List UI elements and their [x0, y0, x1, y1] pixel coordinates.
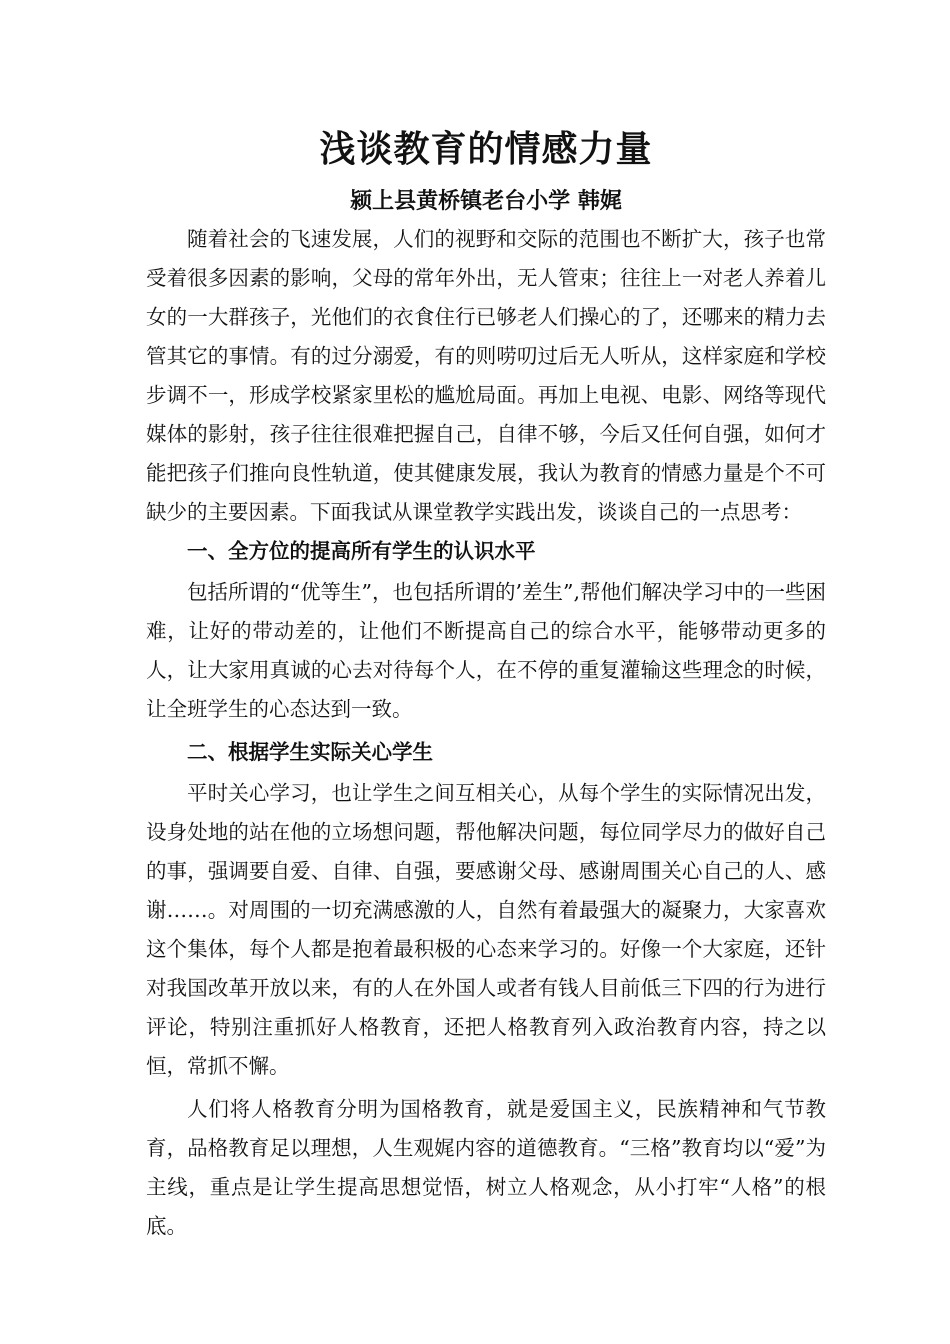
intro-paragraph: 随着社会的飞速发展，人们的视野和交际的范围也不断扩大，孩子也常受着很多因素的影响，父母的常年外出，无人管束；往往上一对老人养着儿女的一大群孩子，光他们的衣食住行已够老人们操心的了，还哪来的精力去管其它的事情。有的过分溺爱，有的则唠叨过后无人听从，这样家庭和学校步调不一，形成学校紧家里松的尴尬局面。再加上电视、电影、网络等现代媒体的影射，孩子往往很难把握自己，自律不够，今后又任何自强，如何才能把孩子们推向良性轨道，使其健康发展，我认为教育的情感力量是个不可缺少的主要因素。下面我试从课堂教学实践出发，谈谈自己的一点思考： [146, 227, 826, 524]
section-1-body: 包括所谓的“优等生”，也包括所谓的’差生”,帮他们解决学习中的一些困难，让好的带动差的，让他们不断提高自己的综合水平，能够带动更多的人，让大家用真诚的心去对待每个人，在不停的重复灌输这些理念的时候，让全班学生的心态达到一致。 [146, 580, 826, 721]
document-page [146, 122, 826, 1246]
section-2-body: 平时关心学习，也让学生之间互相关心，从每个学生的实际情况出发，设身处地的站在他的立场想问题，帮他解决问题，每位同学尽力的做好自己的事，强调要自爱、自律、自强，要感谢父母、感谢周围关心自己的人、感谢……。对周围的一切充满感激的人，自然有着最强大的凝聚力，大家喜欢这个集体，每个人都是抱着最积极的心态来学习的。好像一个大家庭，还针对我国改革开放以来，有的人在外国人或者有钱人目前低三下四的行为进行评论，特别注重抓好人格教育，还把人格教育列入政治教育内容，持之以恒，常抓不懈。 [146, 781, 826, 1078]
section-1-heading: 一、全方位的提高所有学生的认识水平 [187, 539, 536, 563]
section-2-body-continued: 人们将人格教育分明为国格教育，就是爱国主义，民族精神和气节教育，品格教育足以理想，人生观娓内容的道德教育。“三格”教育均以“爱”为主线，重点是让学生提高思想觉悟，树立人格观念，从小打牢“人格”的根底。 [146, 1097, 826, 1238]
document-author: 颍上县黄桥镇老台小学 韩娓 [350, 189, 622, 214]
section-2-heading: 二、根据学生实际关心学生 [187, 740, 433, 764]
document-title: 浅谈教育的情感力量 [319, 129, 653, 170]
